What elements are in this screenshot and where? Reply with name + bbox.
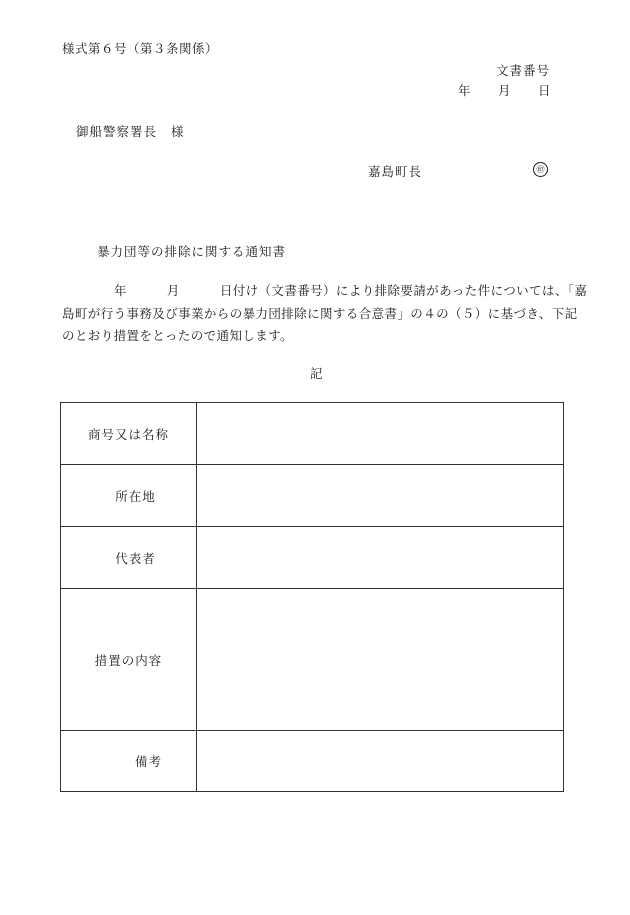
table-row — [61, 403, 564, 465]
date-line — [458, 81, 551, 99]
document-title: 暴力団等の排除に関する通知書 — [97, 244, 287, 259]
body-line-2: 島町が行う事務及び事業からの暴力団排除に関する合意書」の４の（５）に基づき、下記 — [62, 305, 578, 321]
body-month: 月 — [166, 283, 180, 298]
document-number-label: 文書番号 — [496, 63, 551, 78]
ki-heading: 記 — [310, 366, 323, 381]
table-row — [61, 465, 564, 527]
table-row — [61, 527, 564, 589]
addressee — [76, 122, 185, 140]
row-label: 商号又は名称 — [61, 403, 197, 465]
body-text — [62, 280, 588, 348]
addressee-honorific: 様 — [171, 124, 185, 139]
row-label: 代表者 — [61, 527, 197, 589]
body-year: 年 — [114, 283, 127, 298]
body-line-1 — [62, 280, 588, 303]
seal-icon: ㊞ — [533, 162, 548, 177]
row-label: 備考 — [61, 731, 197, 792]
date-month: 月 — [498, 83, 511, 98]
row-label: 所在地 — [61, 465, 197, 527]
row-value-field[interactable] — [197, 465, 564, 527]
body-line-1-rest: 日付け（文書番号）により排除要請があった件については、「嘉 — [219, 283, 588, 298]
date-year: 年 — [458, 83, 471, 98]
row-value-field[interactable] — [197, 589, 564, 731]
table-row — [61, 589, 564, 731]
row-label: 措置の内容 — [61, 589, 197, 731]
row-value-field[interactable] — [197, 403, 564, 465]
date-day: 日 — [538, 83, 551, 98]
sender-name: 嘉島町長 — [368, 164, 423, 179]
row-value-field[interactable] — [197, 731, 564, 792]
record-table — [60, 402, 564, 792]
table-row — [61, 731, 564, 792]
form-label: 様式第６号（第３条関係） — [62, 41, 219, 56]
row-value-field[interactable] — [197, 527, 564, 589]
body-line-3: のとおり措置をとったので通知します。 — [62, 328, 293, 343]
addressee-name: 御船警察署長 — [76, 124, 158, 139]
